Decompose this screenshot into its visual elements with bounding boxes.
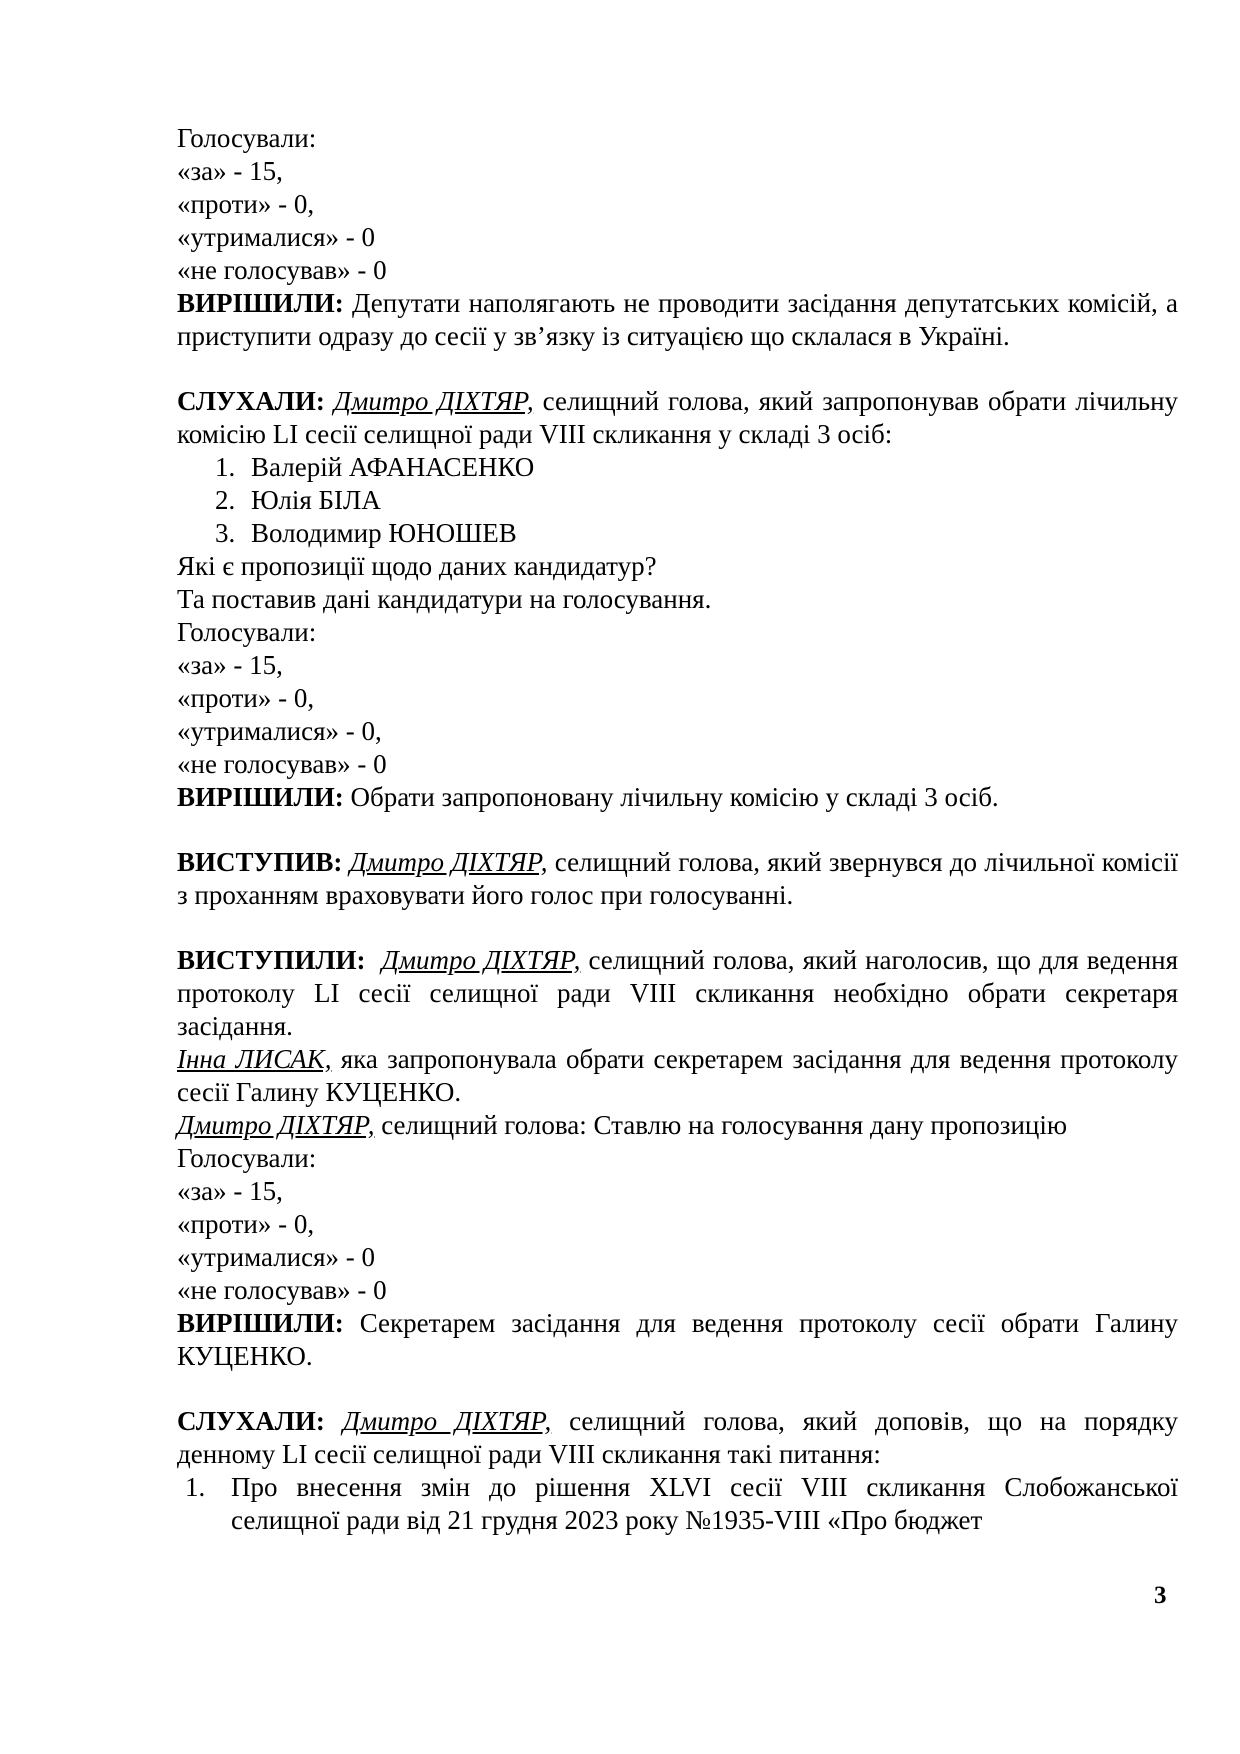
spoke-many-label: ВИСТУПИЛИ: — [177, 945, 366, 975]
page-number: 3 — [1154, 1582, 1167, 1609]
list-item: 1. Валерій АФАНАСЕНКО — [215, 452, 535, 482]
list-item: 1. Про внесення змін до рішення XLVI сесії VIII скликання Слобожанської селищної ради від 21 грудня 2023 року №1935-VIII «Про бюджет — [185, 1472, 1178, 1535]
spoke-many-paragraph — [177, 944, 1178, 1043]
votes-for: «за» - 15, — [177, 156, 283, 186]
speaker-name: Дмитро ДІХТЯР, — [349, 847, 548, 877]
vote-call-line — [177, 1109, 1178, 1142]
put-to-vote-line: Та поставив дані кандидатури на голосування. — [177, 584, 712, 614]
candidates-list — [177, 451, 1178, 550]
agenda-list — [177, 1471, 1178, 1537]
agenda-block — [177, 1405, 1178, 1537]
speaker-name: Дмитро ДІХТЯР, — [177, 1110, 375, 1140]
decision-paragraph — [177, 781, 1178, 814]
question-line: Які є пропозиції щодо даних кандидатур? — [177, 551, 657, 581]
decision-paragraph — [177, 287, 1178, 353]
spoke-text: селищний голова, який звернувся до лічильної комісії з проханням враховувати його голос при голосуванні. — [177, 847, 1179, 910]
list-item: 2. Юлія БІЛА — [215, 485, 381, 515]
candidate-name: Валерій АФАНАСЕНКО — [251, 452, 535, 482]
candidate-name: Володимир ЮНОШЕВ — [251, 518, 517, 548]
votes-for: «за» - 15, — [177, 1176, 283, 1206]
secretary-block — [177, 944, 1178, 1373]
counting-commission-block — [177, 385, 1178, 814]
votes-abstained: «утрималися» - 0 — [177, 1242, 376, 1272]
votes-against: «проти» - 0, — [177, 683, 315, 713]
votes-for: «за» - 15, — [177, 650, 283, 680]
votes-header: Голосували: — [177, 617, 317, 647]
heard-paragraph — [177, 385, 1178, 451]
votes-header: Голосували: — [177, 1143, 317, 1173]
votes-not-voted: «не голосував» - 0 — [177, 255, 387, 285]
decision-label: ВИРІШИЛИ: — [177, 782, 344, 812]
spoke-many-text: селищний голова, який наголосив, що для ведення протоколу LI сесії селищної ради VIII скликання необхідно обрати секретаря засідання. — [177, 945, 1179, 1041]
heard-text: селищний голова, який запропонував обрати лічильну комісію LI сесії селищної ради VIII скликання у складі 3 осіб: — [177, 386, 1179, 449]
vote-block-1 — [177, 122, 1178, 353]
vote-call-text: селищний голова: Ставлю на голосування дану пропозицію — [381, 1110, 1068, 1140]
heard-paragraph — [177, 1405, 1178, 1471]
votes-against: «проти» - 0, — [177, 189, 315, 219]
proposal-text: яка запропонувала обрати секретарем засідання для ведення протоколу сесії Галину КУЦЕНКО. — [177, 1044, 1179, 1107]
spoke-label: ВИСТУПИВ: — [177, 847, 343, 877]
votes-header: Голосували: — [177, 123, 317, 153]
decision-paragraph — [177, 1307, 1178, 1373]
decision-text: Обрати запропоновану лічильну комісію у складі 3 осіб. — [350, 782, 999, 812]
votes-not-voted: «не голосував» - 0 — [177, 749, 387, 779]
decision-label: ВИРІШИЛИ: — [177, 1308, 344, 1338]
spoke-paragraph — [177, 846, 1178, 912]
speaker-name: Інна ЛИСАК, — [177, 1044, 332, 1074]
votes-abstained: «утрималися» - 0, — [177, 716, 382, 746]
decision-text: Депутати наполягають не проводити засідання депутатських комісій, а приступити одразу до сесії у зв’язку із ситуацією що склалася в Україні. — [177, 288, 1179, 351]
decision-label: ВИРІШИЛИ: — [177, 288, 344, 318]
document-page — [177, 122, 1178, 1537]
votes-against: «проти» - 0, — [177, 1209, 315, 1239]
votes-not-voted: «не голосував» - 0 — [177, 1275, 387, 1305]
heard-label: СЛУХАЛИ: — [177, 386, 325, 416]
heard-label: СЛУХАЛИ: — [177, 1406, 325, 1436]
speaker-name: Дмитро ДІХТЯР, — [342, 1406, 552, 1436]
list-item: 3. Володимир ЮНОШЕВ — [215, 518, 517, 548]
votes-abstained: «утрималися» - 0 — [177, 222, 376, 252]
speaker-name: Дмитро ДІХТЯР, — [381, 945, 581, 975]
proposal-paragraph — [177, 1043, 1178, 1109]
decision-text: Секретарем засідання для ведення протоколу сесії обрати Галину КУЦЕНКО. — [177, 1308, 1179, 1371]
heard-text: селищний голова, який доповів, що на порядку денному LI сесії селищної ради VIII скликання такі питання: — [177, 1406, 1179, 1469]
agenda-item-text: Про внесення змін до рішення XLVI сесії VIII скликання Слобожанської селищної ради від 21 грудня 2023 року №1935-VIII «Про бюджет — [231, 1472, 1178, 1535]
candidate-name: Юлія БІЛА — [251, 485, 381, 515]
speaker-name: Дмитро ДІХТЯР, — [333, 386, 534, 416]
